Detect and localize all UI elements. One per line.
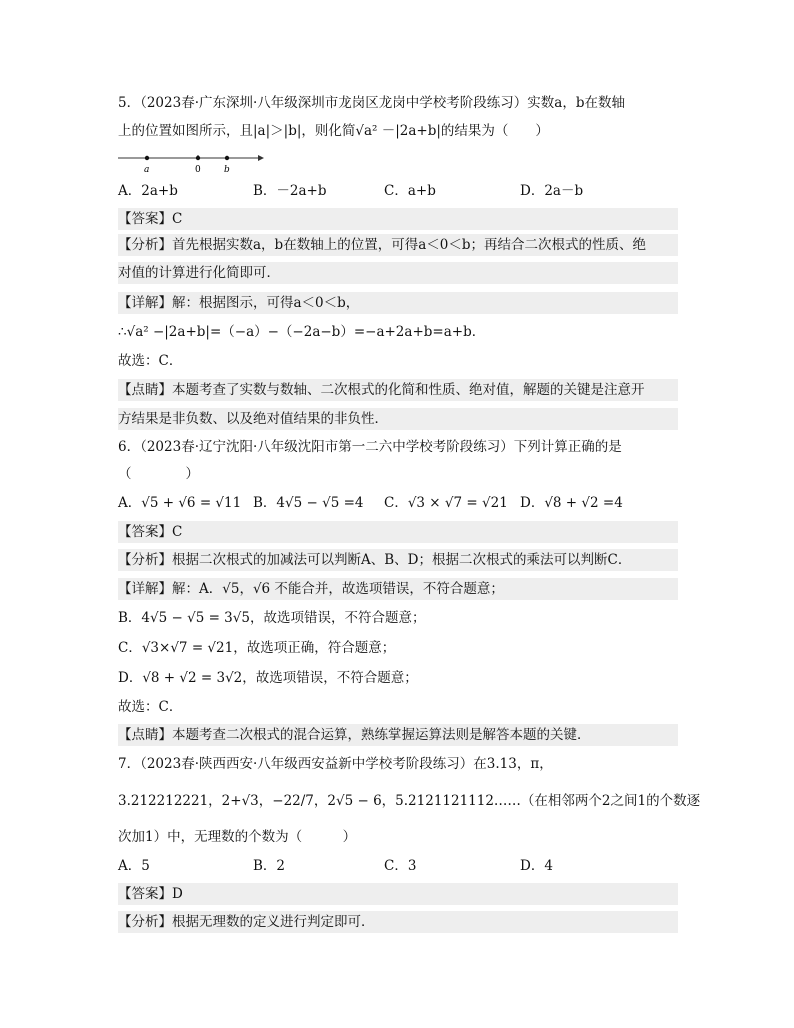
number-line-arrow — [258, 155, 264, 161]
point-origin — [196, 156, 200, 160]
q6-option-d: D．√8 + √2 =4 — [520, 495, 623, 511]
q6-option-a: A．√5 + √6 = √11 — [118, 495, 242, 511]
q5-comment-line2: 方结果是非负数、以及绝对值结果的非负性． — [118, 408, 678, 430]
q7-option-c: C．3 — [384, 858, 417, 874]
q6-detail-line3: C．√3×√7 = √21，故选项正确，符合题意； — [118, 640, 396, 656]
q6-conclusion: 故选：C． — [118, 699, 183, 715]
q5-option-c: C．a+b — [384, 183, 436, 199]
q7-stem-line2: 3.212212221，2+√3，−22/7，2√5 − 6，5.2121121112……（在相邻两个2之间1的个数逐 — [118, 793, 701, 809]
number-line-figure — [118, 148, 268, 176]
q7-analysis: 【分析】根据无理数的定义进行判定即可． — [118, 911, 678, 933]
q6-analysis: 【分析】根据二次根式的加减法可以判断A、B、D；根据二次根式的乘法可以判断C． — [118, 549, 678, 571]
q5-analysis-line2: 对值的计算进行化简即可． — [118, 262, 678, 284]
label-b: b — [224, 165, 230, 175]
q5-answer: 【答案】C — [118, 208, 678, 230]
q7-option-a: A．5 — [118, 858, 150, 874]
q7-answer: 【答案】D — [118, 883, 678, 905]
q7-option-d: D．4 — [520, 858, 553, 874]
q5-stem-line1: 5．（2023春·广东深圳·八年级深圳市龙岗区龙岗中学校考阶段练习）实数a，b在数轴 — [118, 95, 625, 111]
q7-stem-line3: 次加1）中，无理数的个数为（ ） — [118, 829, 357, 845]
q6-detail-line2: B．4√5 − √5 = 3√5，故选项错误，不符合题意； — [118, 610, 426, 626]
label-zero: 0 — [195, 165, 201, 175]
q6-option-b: B．4√5 − √5 =4 — [253, 495, 364, 511]
point-b — [225, 156, 229, 160]
q6-comment: 【点睛】本题考查二次根式的混合运算，熟练掌握运算法则是解答本题的关键． — [118, 724, 678, 746]
q6-detail-line1: 【详解】解：A．√5，√6 不能合并，故选项错误，不符合题意； — [118, 578, 678, 600]
q5-stem-line2: 上的位置如图所示，且|a|＞|b|，则化简√a² －|2a+b|的结果为（ ） — [118, 123, 549, 139]
q5-comment-line1: 【点睛】本题考查了实数与数轴、二次根式的化简和性质、绝对值，解题的关键是注意开 — [118, 379, 678, 401]
q6-answer: 【答案】C — [118, 521, 678, 543]
q5-analysis-line1: 【分析】首先根据实数a，b在数轴上的位置，可得a＜0＜b；再结合二次根式的性质、绝 — [118, 234, 678, 256]
q6-stem-line2: （ ） — [118, 466, 199, 482]
q6-stem-line1: 6．（2023春·辽宁沈阳·八年级沈阳市第一二六中学校考阶段练习）下列计算正确的是 — [118, 439, 622, 455]
q5-conclusion: 故选：C． — [118, 353, 183, 369]
q5-option-d: D．2a－b — [520, 183, 584, 199]
q6-detail-line4: D．√8 + √2 = 3√2，故选项错误，不符合题意； — [118, 670, 418, 686]
q5-detail-line2: ∴√a² −|2a+b|=（−a）−（−2a−b）=−a+2a+b=a+b． — [118, 324, 486, 340]
label-a: a — [144, 165, 150, 175]
q7-option-b: B．2 — [253, 858, 286, 874]
point-a — [145, 156, 149, 160]
q7-stem-line1: 7．（2023春·陕西西安·八年级西安益新中学校考阶段练习）在3.13，π， — [118, 756, 553, 772]
q5-option-b: B．－2a+b — [253, 183, 327, 199]
q5-option-a: A．2a+b — [118, 183, 178, 199]
q5-detail-line1: 【详解】解：根据图示，可得a＜0＜b， — [118, 292, 678, 314]
q6-option-c: C．√3 × √7 = √21 — [384, 495, 508, 511]
q5-number-line — [118, 148, 268, 176]
